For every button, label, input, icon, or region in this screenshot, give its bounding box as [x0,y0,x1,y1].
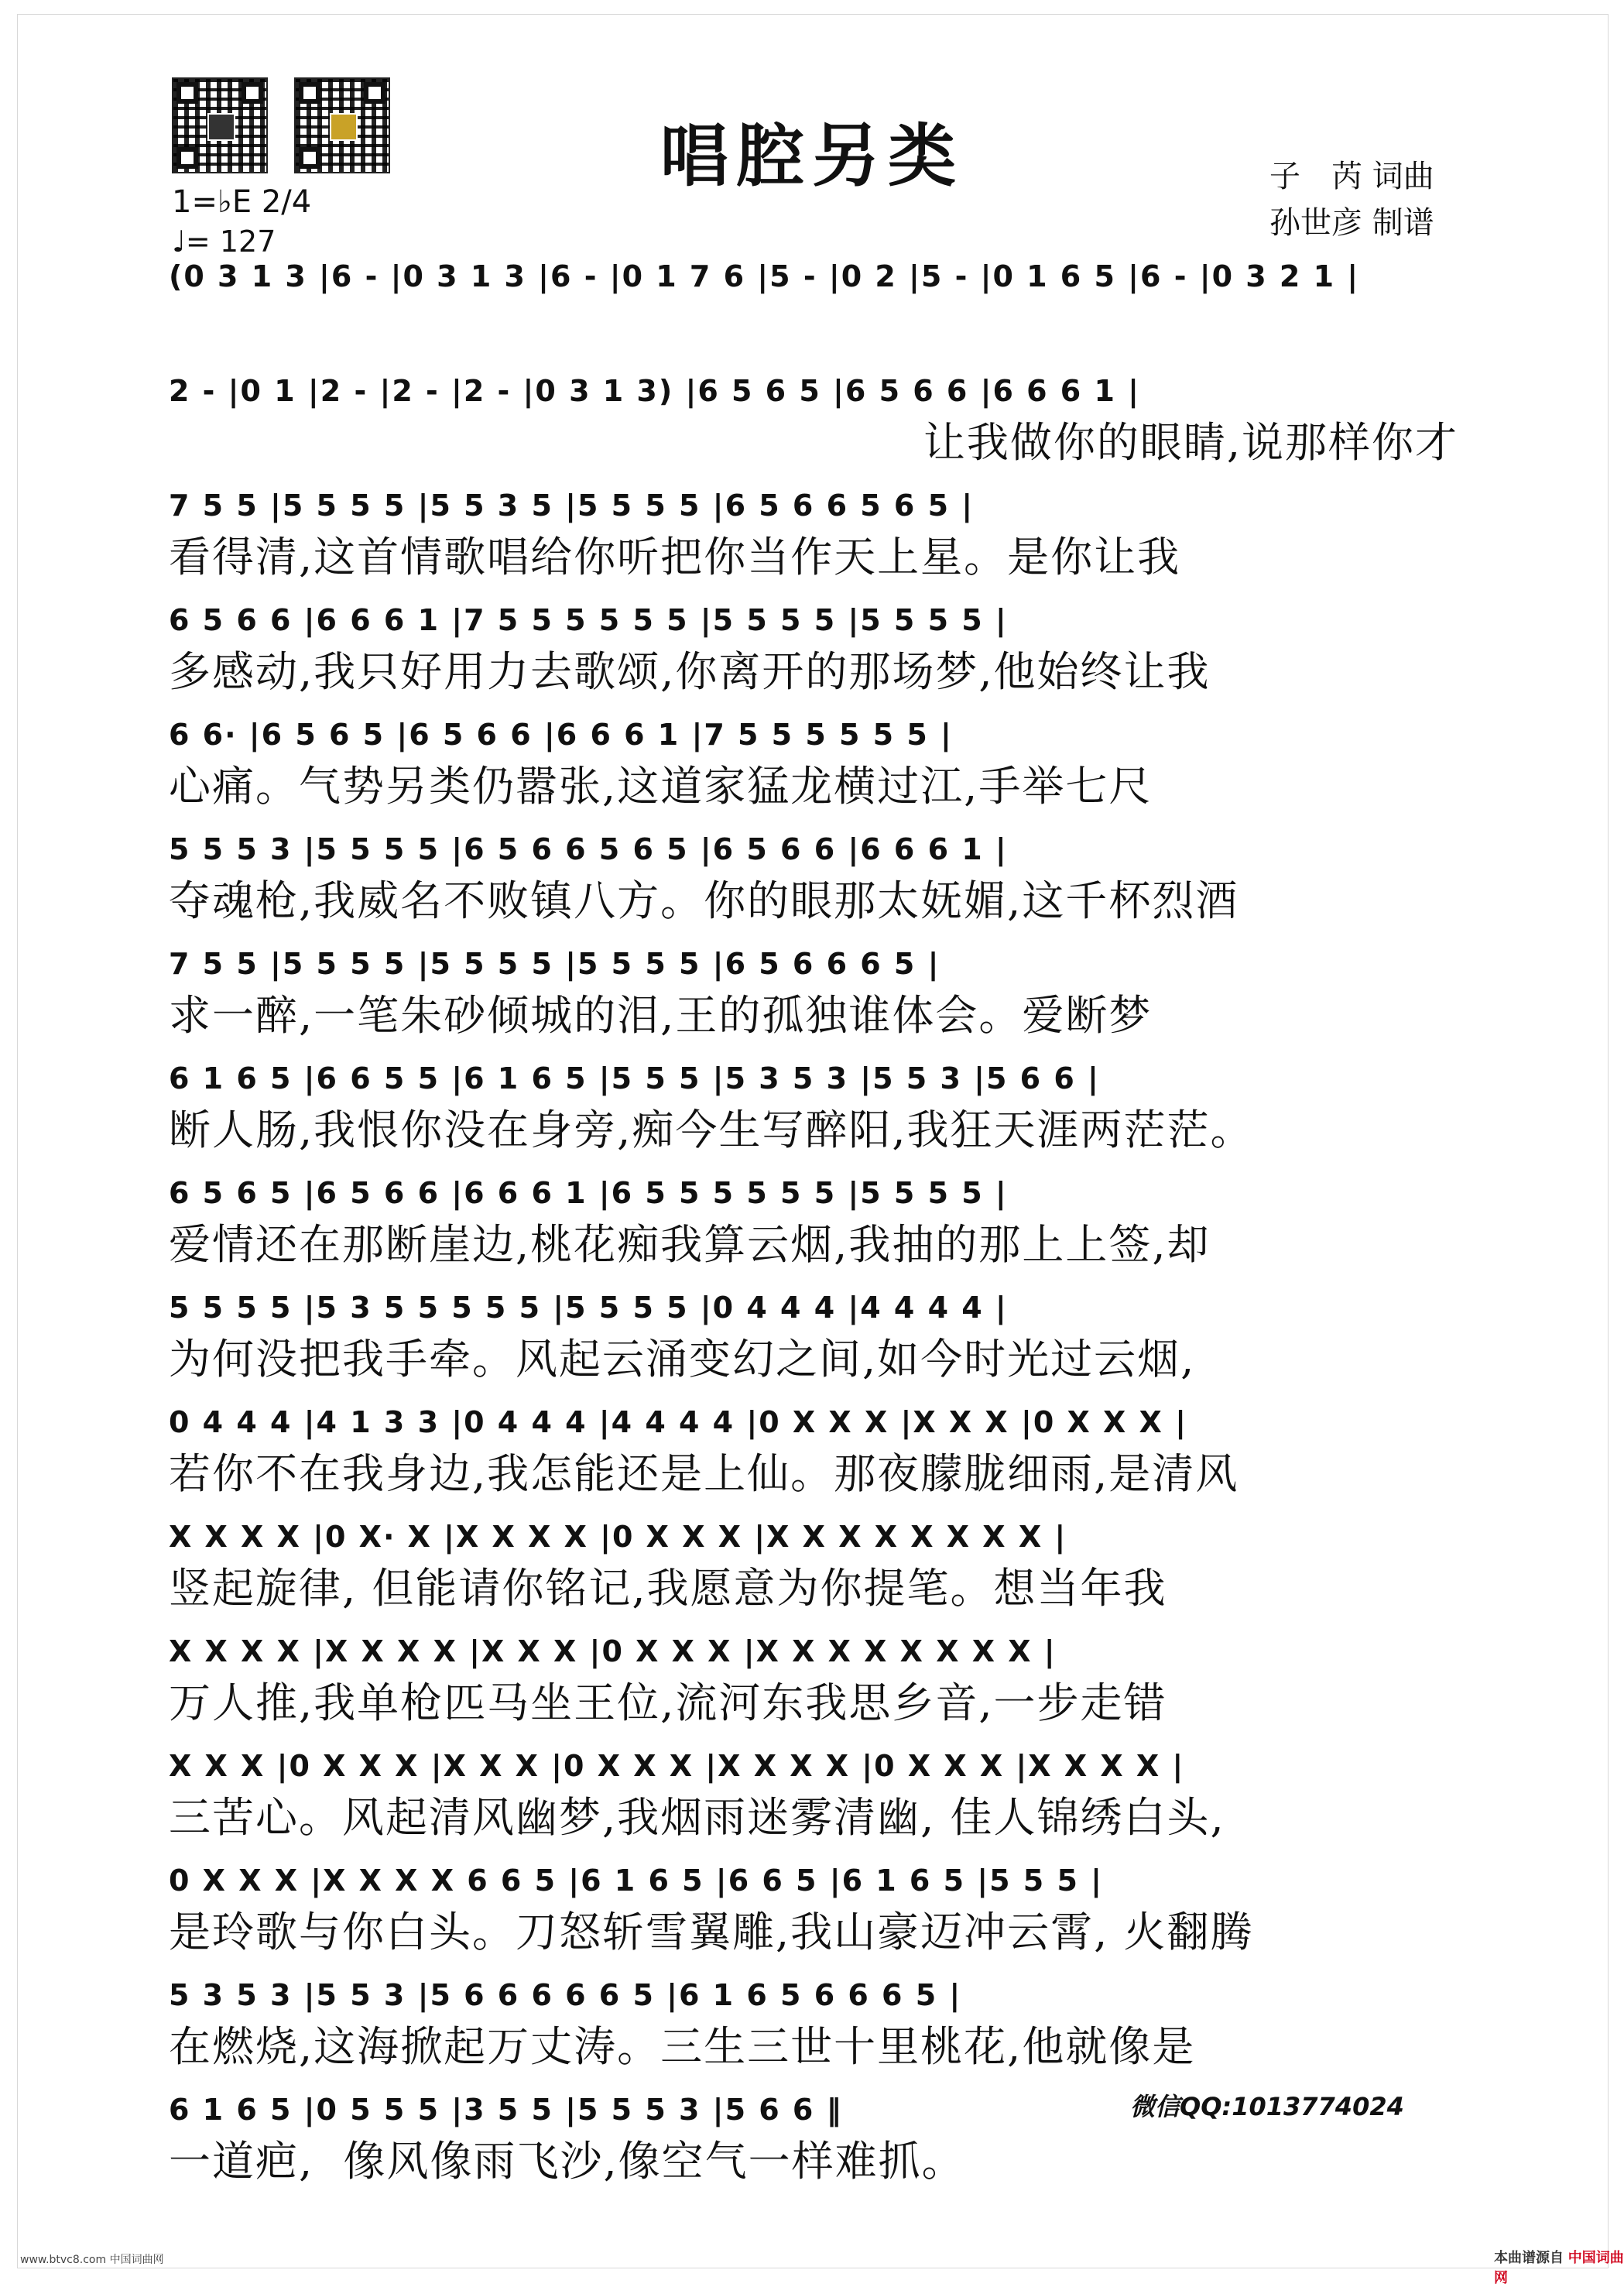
notation-line: 6 5 6 6 |6 6 6 1 |7 5 5 5 5 5 5 |5 5 5 5 |5 5 5 5 | [169,603,1008,637]
score-system [169,599,1458,703]
lyric-line: 万人推,我单枪匹马坐王位,流河东我思乡音,一步走错 [169,1678,1167,1727]
contact-info: 微信QQ:1013774024 [1130,2092,1404,2121]
notation-line: X X X X |0 X· X |X X X X |0 X X X |X X X X X X X X | [169,1520,1067,1554]
notation-line: (0 3 1 3 |6 - |0 3 1 3 |6 - |0 1 7 6 |5 - |0 2 |5 - |0 1 6 5 |6 - |0 3 2 1 | [169,259,1360,293]
lyric-line: 三苦心。风起清风幽梦,我烟雨迷雾清幽, 佳人锦绣白头, [169,1793,1225,1842]
notation-line: 2 - |0 1 |2 - |2 - |2 - |0 3 1 3) |6 5 6 5 |6 5 6 6 |6 6 6 1 | [169,374,1141,408]
lyric-line: 让我做你的眼睛,说那样你才 [923,418,1458,467]
notation-line: 6 5 6 5 |6 5 6 6 |6 6 6 1 |6 5 5 5 5 5 5 |5 5 5 5 | [169,1176,1008,1210]
notation-line: 6 6· |6 5 6 5 |6 5 6 6 |6 6 6 1 |7 5 5 5 5 5 5 | [169,718,953,752]
footer-right [1494,2247,1624,2287]
lyric-line: 若你不在我身边,我怎能还是上仙。那夜朦胧细雨,是清风 [169,1449,1239,1498]
notation-line: X X X X |X X X X |X X X |0 X X X |X X X X X X X X | [169,1634,1057,1668]
notation-line: 7 5 5 |5 5 5 5 |5 5 5 5 |5 5 5 5 |6 5 6 6 6 5 | [169,947,940,981]
notation-line: 5 5 5 5 |5 3 5 5 5 5 5 |5 5 5 5 |0 4 4 4 |4 4 4 4 | [169,1291,1008,1325]
notation-line: 7 5 5 |5 5 5 5 |5 5 3 5 |5 5 5 5 |6 5 6 6 5 6 5 | [169,489,975,523]
score-system [169,1172,1458,1276]
notation-line: 0 4 4 4 |4 1 3 3 |0 4 4 4 |4 4 4 4 |0 X X X |X X X |0 X X X | [169,1405,1187,1439]
lyric-line: 心痛。气势另类仍嚣张,这道家猛龙横过江,手举七尺 [169,762,1153,811]
lyric-line [169,297,1458,359]
page-title: 唱腔另类 [660,115,964,196]
score-system [169,1516,1458,1620]
score-system [169,255,1458,359]
notation-by: 孙世彦 制谱 [1269,205,1434,241]
key-signature: 1=♭E 2/4 [172,184,312,220]
score-system [169,828,1458,932]
score-system [169,1860,1458,1963]
notation-line: 5 5 5 3 |5 5 5 5 |6 5 6 6 5 6 5 |6 5 6 6 |6 6 6 1 | [169,832,1008,866]
lyric-line: 求一醉,一笔朱砂倾城的泪,王的孤独谁体会。爱断梦 [169,991,1153,1040]
lyric-line: 夺魂枪,我威名不败镇八方。你的眼那太妩媚,这千杯烈酒 [169,876,1239,925]
footer-left: www.btvc8.com 中国词曲网 [20,2254,164,2266]
score-system [169,1974,1458,2078]
notation-line: X X X |0 X X X |X X X |0 X X X |X X X X |0 X X X |X X X X | [169,1749,1185,1783]
score-system [169,1401,1458,1505]
lyric-line: 一道疤, 像风像雨飞沙,像空气一样难抓。 [169,2137,965,2186]
lyric-line: 多感动,我只好用力去歌颂,你离开的那场梦,他始终让我 [169,647,1211,696]
score-system [169,1630,1458,1734]
score-system [169,1058,1458,1161]
notation-line: 5 3 5 3 |5 5 3 |5 6 6 6 6 6 5 |6 1 6 5 6 6 6 5 | [169,1978,962,2012]
lyric-line: 断人肠,我恨你没在身旁,痴今生写醉阳,我狂天涯两茫茫。 [169,1106,1254,1154]
notation-line: 6 1 6 5 |0 5 5 5 |3 5 5 |5 5 5 3 |5 6 6 ‖ [169,2093,843,2127]
lyric-line: 爱情还在那断崖边,桃花痴我算云烟,我抽的那上上签,却 [169,1220,1211,1269]
lyric-line: 竖起旋律, 但能请你铭记,我愿意为你提笔。想当年我 [169,1564,1167,1613]
score-system [169,943,1458,1047]
tempo-marking: ♩= 127 [172,225,276,259]
footer-source: 本曲谱源自 [1494,2250,1564,2266]
lyric-line: 为何没把我手牵。风起云涌变幻之间,如今时光过云烟, [169,1335,1196,1384]
score-system [169,1287,1458,1390]
score-system [169,714,1458,818]
lyric-line: 是玲歌与你白头。刀怒斩雪翼雕,我山豪迈冲云霄, 火翻腾 [169,1908,1254,1956]
notation-line: 0 X X X |X X X X 6 6 5 |6 1 6 5 |6 6 5 |6 1 6 5 |5 5 5 | [169,1864,1104,1898]
lyricist-composer: 子 芮 词曲 [1269,159,1434,194]
notation-line: 6 1 6 5 |6 6 5 5 |6 1 6 5 |5 5 5 |5 3 5 3 |5 5 3 |5 6 6 | [169,1061,1100,1095]
score-system [169,485,1458,588]
lyric-line: 看得清,这首情歌唱给你听把你当作天上星。是你让我 [169,533,1181,581]
lyric-line: 在燃烧,这海掀起万丈涛。三生三世十里桃花,他就像是 [169,2022,1196,2071]
footer-brand: 中国词曲网 [1494,2250,1624,2286]
score-system [169,1745,1458,1849]
score-system [169,370,1458,474]
